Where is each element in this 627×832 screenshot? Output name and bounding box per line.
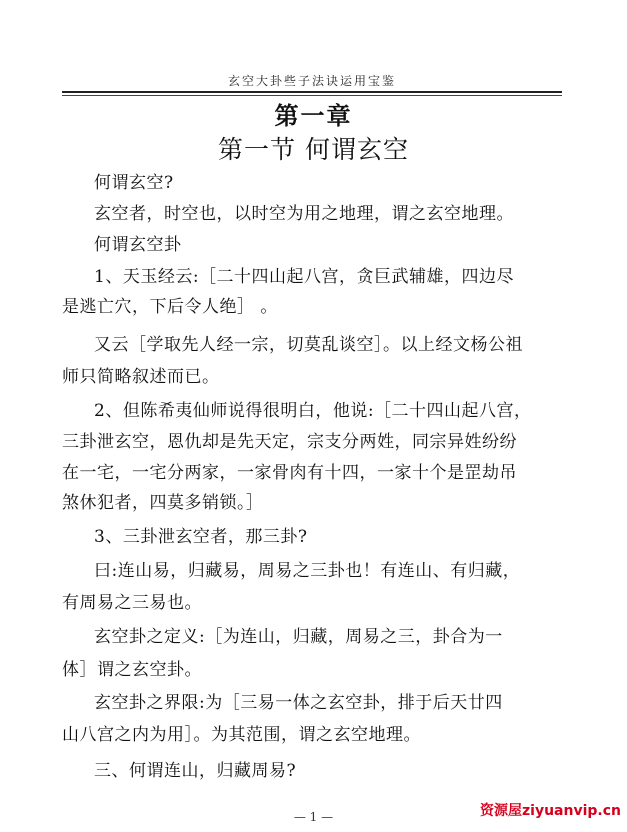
running-header: 玄空大卦些子法诀运用宝鉴 xyxy=(227,74,396,88)
body-line: 玄空卦之定义:［为连山，归藏，周易之三，卦合为一 xyxy=(94,627,503,647)
body-line: 又云［学取先人经一宗，切莫乱谈空］。以上经文杨公祖 xyxy=(94,335,523,355)
watermark: 资源屋ziyuanvip.cn xyxy=(480,803,621,819)
header-rule xyxy=(62,91,562,93)
body-line: 体］谓之玄空卦。 xyxy=(62,660,202,680)
body-line: 三卦泄玄空，恩仇却是先天定，宗支分两姓，同宗异姓纷纷 xyxy=(62,432,517,452)
body-line: 是逃亡穴，下后令人绝］ 。 xyxy=(62,297,278,317)
body-line: 山八宫之内为用］。为其范围，谓之玄空地理。 xyxy=(62,725,421,745)
chapter-title: 第一章 xyxy=(274,102,353,130)
body-line-question-gua: 何谓玄空卦 xyxy=(94,235,182,255)
body-line: 1、天玉经云:［二十四山起八宫，贪巨武辅雄，四边尽 xyxy=(94,267,515,287)
body-line: 有周易之三易也。 xyxy=(62,593,202,613)
body-line: 曰:连山易，归藏易，周易之三卦也！有连山、有归藏， xyxy=(94,561,521,581)
body-line: 师只简略叙述而已。 xyxy=(62,367,220,387)
body-line: 三、何谓连山，归藏周易? xyxy=(94,761,297,781)
body-line: 玄空卦之界限:为［三易一体之玄空卦，排于后天廿四 xyxy=(94,693,503,713)
section-title: 第一节 何谓玄空 xyxy=(218,135,409,164)
body-line: 煞休犯者，四莫多销锁。］ xyxy=(62,493,264,513)
body-line: 2、但陈希夷仙师说得很明白，他说:［二十四山起八宫， xyxy=(94,401,532,421)
body-line: 在一宅，一宅分两家，一家骨肉有十四，一家十个是罡劫吊 xyxy=(62,463,517,483)
body-line-question: 何谓玄空? xyxy=(94,173,174,193)
body-line: 3、三卦泄玄空者，那三卦? xyxy=(94,527,308,547)
body-line-definition: 玄空者，时空也，以时空为用之地理，谓之玄空地理。 xyxy=(94,204,514,224)
page-number: — 1 — xyxy=(293,810,334,824)
